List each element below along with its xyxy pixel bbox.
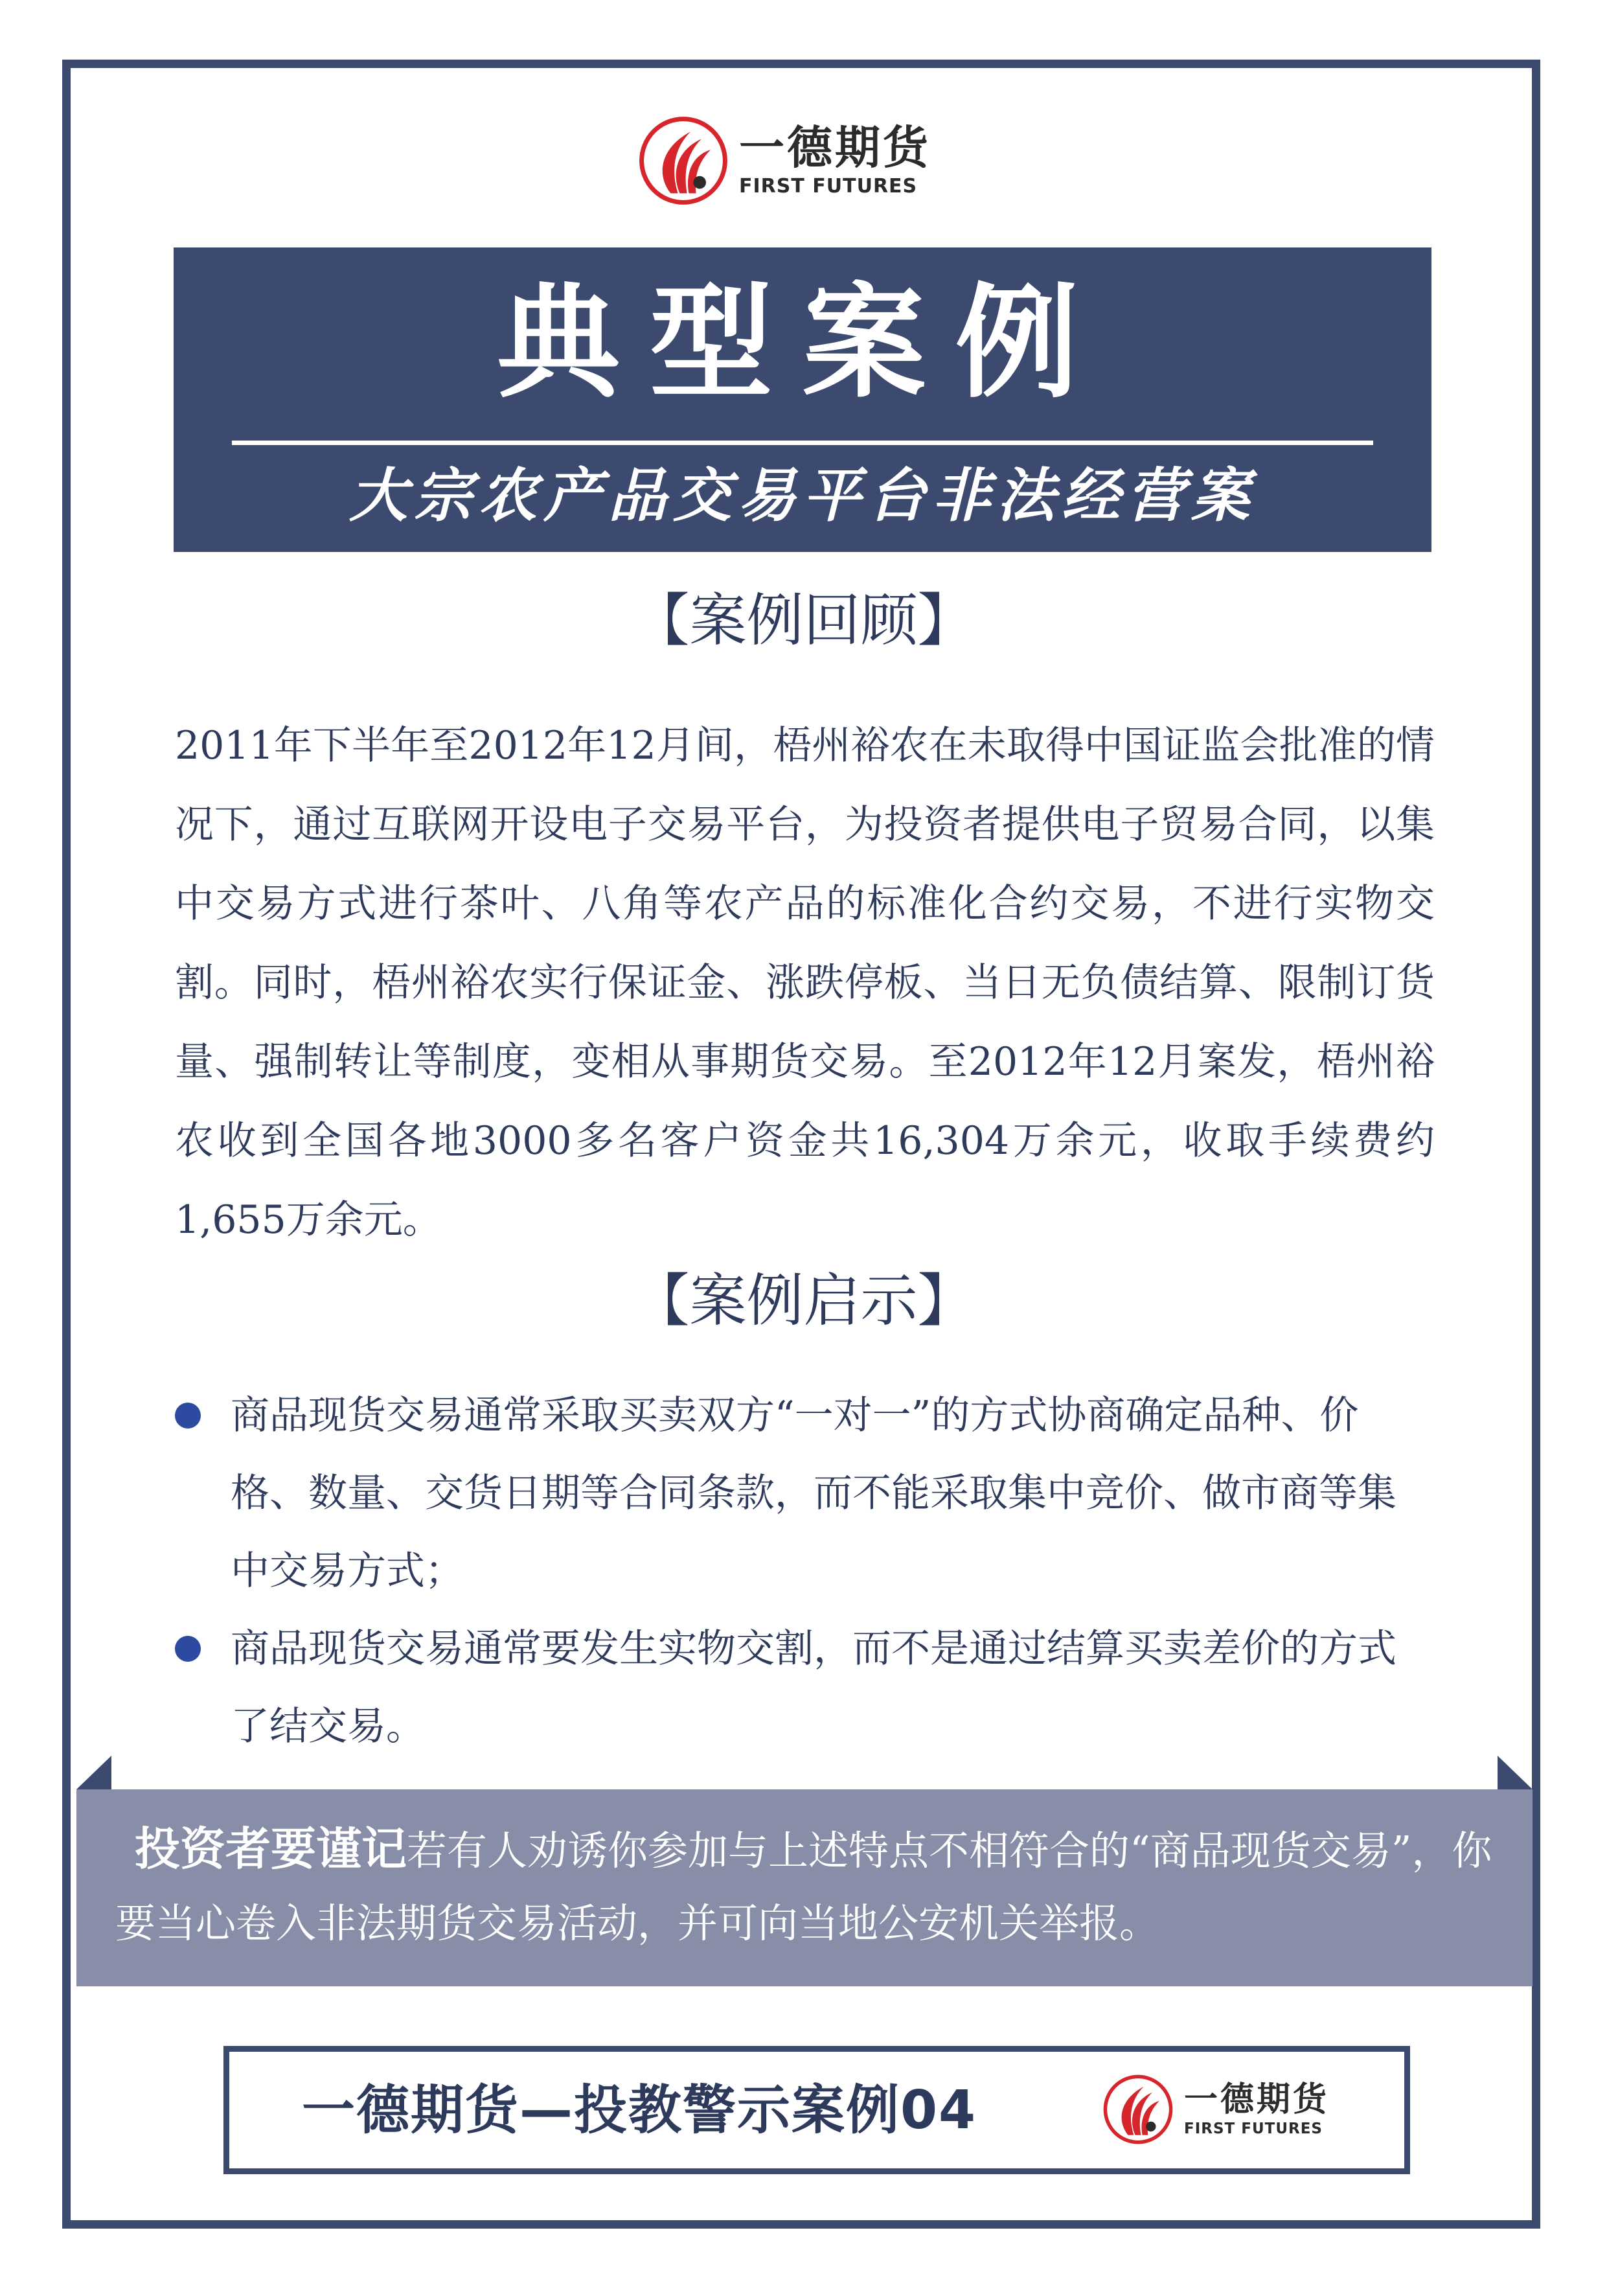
title-banner: [174, 247, 1431, 552]
title-divider: [232, 441, 1373, 445]
company-logo: [638, 115, 931, 206]
warning-banner: [76, 1789, 1533, 1986]
bullet-icon: [175, 1403, 201, 1429]
warning-text-block: [115, 1813, 1494, 1960]
logo-english-name: FIRST FUTURES: [739, 175, 918, 198]
warning-text: 若有人劝诱你参加与上述特点不相符合的“商品现货交易”，你要当心卷入非法期货交易活动，并可向当地公安机关举报。: [115, 1827, 1492, 1947]
insight-list: [175, 1377, 1435, 1765]
ribbon-fold-left: [76, 1756, 111, 1789]
page-subtitle: 大宗农产品交易平台非法经营案: [349, 462, 1256, 530]
review-heading: 【案例回顾】: [632, 587, 975, 654]
first-futures-logo-icon: [1102, 2074, 1174, 2145]
review-body: 2011年下半年至2012年12月间，梧州裕农在未取得中国证监会批准的情况下，通过互联网开设电子交易平台，为投资者提供电子贸易合同，以集中交易方式进行茶叶、八角等农产品的标准化合约交易，不进行实物交割。同时，梧州裕农实行保证金、涨跌停板、当日无负债结算、限制订货量、强制转让等制度，变相从事期货交易。至2012年12月案发，梧州裕农收到全国各地3000多名客户资金共16,304万余元，收取手续费约1,655万余元。: [175, 723, 1435, 1243]
footer-title: 一德期货—投教警示案例04: [302, 2080, 977, 2141]
logo-chinese-name: 一德期货: [739, 121, 931, 174]
list-item: [175, 1610, 1435, 1765]
list-item-text: 商品现货交易通常要发生实物交割，而不是通过结算买卖差价的方式了结交易。: [231, 1626, 1396, 1749]
list-item: [175, 1377, 1435, 1610]
logo-english-name: FIRST FUTURES: [1184, 2120, 1323, 2137]
bullet-icon: [175, 1636, 201, 1662]
ribbon-fold-right: [1498, 1756, 1533, 1789]
warning-lead: 投资者要谨记: [135, 1822, 407, 1876]
footer-logo: [1102, 2074, 1329, 2145]
insight-heading: 【案例启示】: [632, 1267, 975, 1334]
list-item-text: 商品现货交易通常采取买卖双方“一对一”的方式协商确定品种、价格、数量、交货日期等合同条款，而不能采取集中竞价、做市商等集中交易方式；: [231, 1393, 1396, 1594]
footer-box: [223, 2046, 1410, 2174]
first-futures-logo-icon: [638, 115, 729, 206]
logo-chinese-name: 一德期货: [1184, 2080, 1330, 2119]
page-title: 典型案例: [496, 270, 1108, 415]
